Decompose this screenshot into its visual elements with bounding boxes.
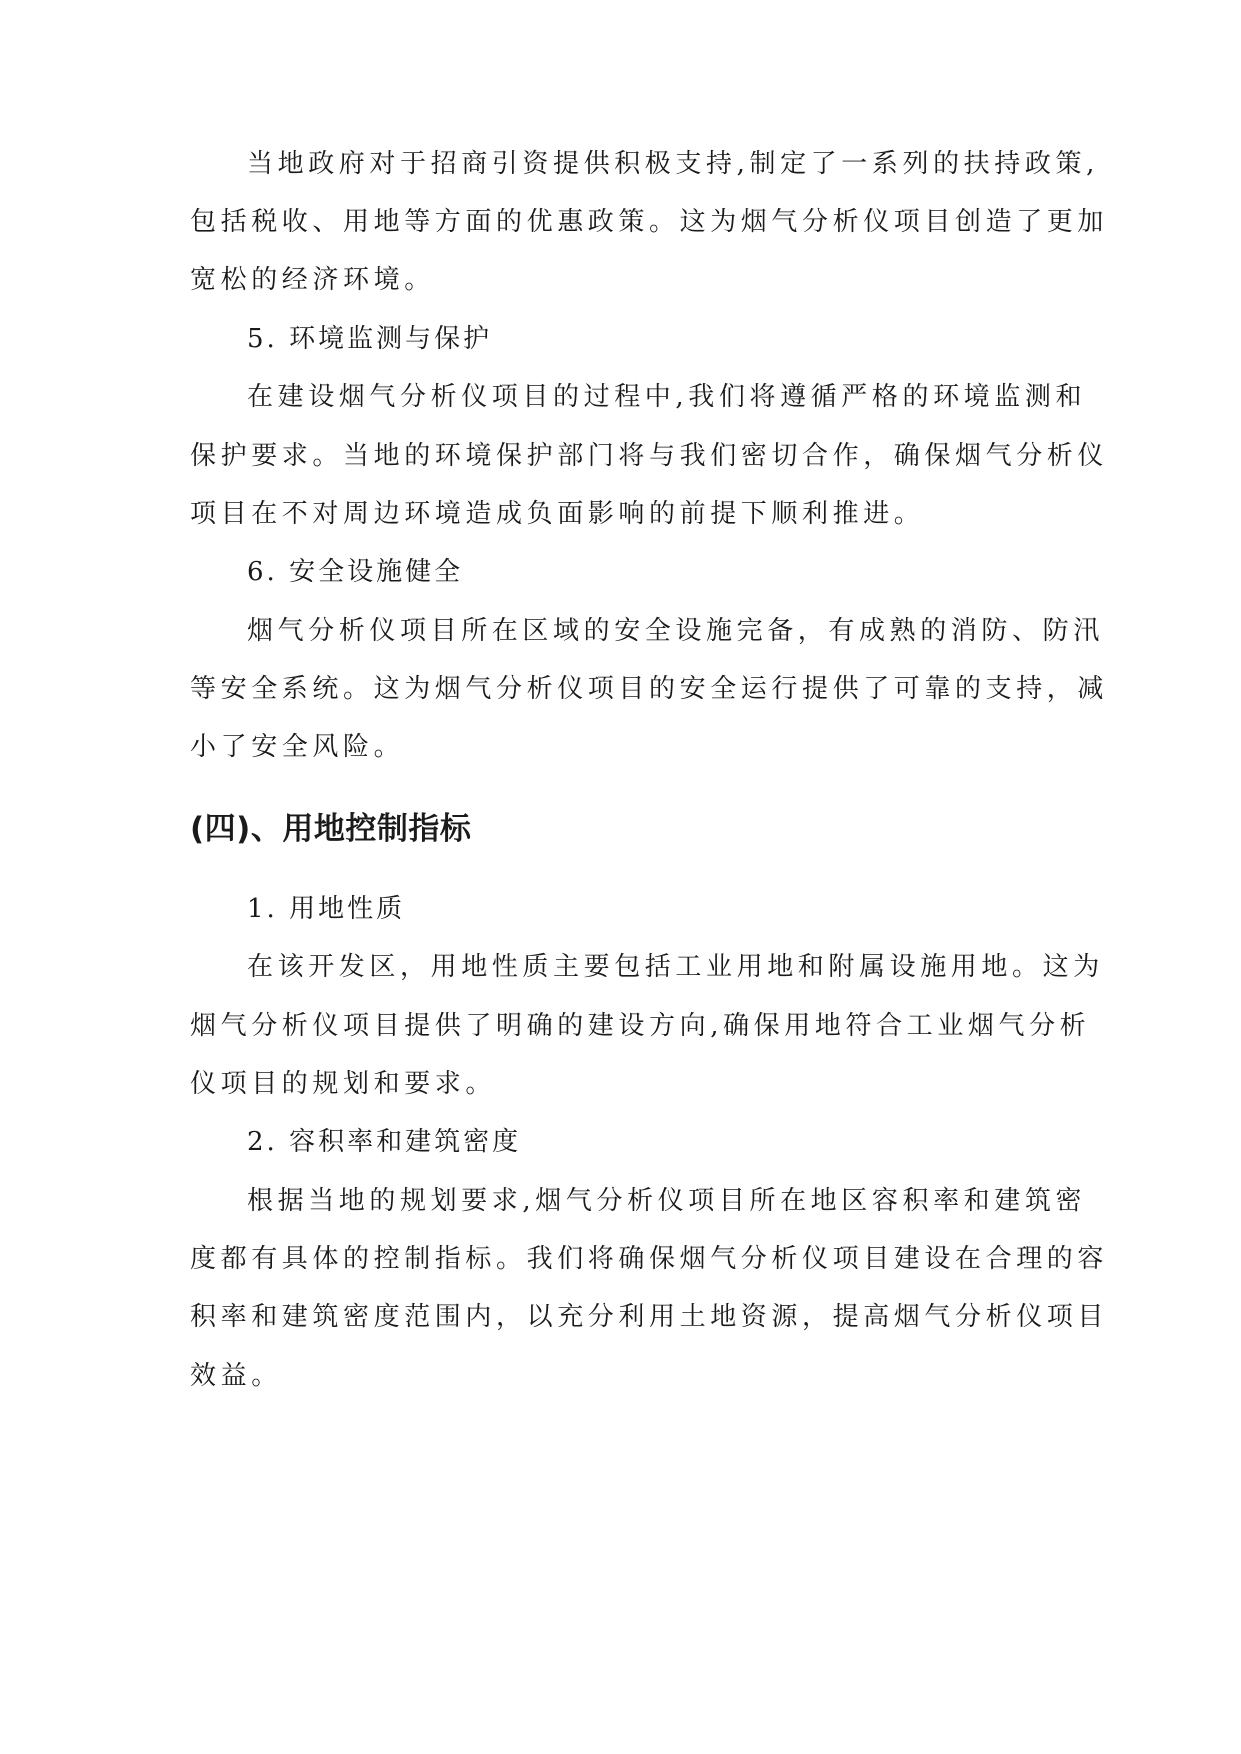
paragraph-line: 在该开发区，用地性质主要包括工业用地和附属设施用地。这为 <box>247 952 1104 982</box>
paragraph-line: 宽松的经济环境。 <box>190 265 435 295</box>
paragraph-line: 保护要求。当地的环境保护部门将与我们密切合作，确保烟气分析仪 <box>190 441 1109 471</box>
paragraph-line: 等安全系统。这为烟气分析仪项目的安全运行提供了可靠的支持，减 <box>190 674 1109 704</box>
paragraph-line: 度都有具体的控制指标。我们将确保烟气分析仪项目建设在合理的容 <box>190 1244 1109 1274</box>
paragraph-line: 项目在不对周边环境造成负面影响的前提下顺利推进。 <box>190 499 925 529</box>
list-item-heading: 5. 环境监测与保护 <box>247 324 493 354</box>
paragraph-line: 效益。 <box>190 1361 282 1391</box>
paragraph-line: 包括税收、用地等方面的优惠政策。这为烟气分析仪项目创造了更加 <box>190 207 1109 237</box>
list-item-heading: 1. 用地性质 <box>247 894 406 924</box>
paragraph-line: 在建设烟气分析仪项目的过程中,我们将遵循严格的环境监测和 <box>247 382 1087 412</box>
paragraph-line: 仪项目的规划和要求。 <box>190 1069 497 1099</box>
list-item-heading: 6. 安全设施健全 <box>247 557 464 587</box>
list-item-heading: 2. 容积率和建筑密度 <box>247 1127 522 1157</box>
paragraph-line: 根据当地的规划要求,烟气分析仪项目所在地区容积率和建筑密 <box>247 1186 1087 1216</box>
paragraph-line: 烟气分析仪项目提供了明确的建设方向,确保用地符合工业烟气分析 <box>190 1011 1091 1041</box>
paragraph-line: 当地政府对于招商引资提供积极支持,制定了一系列的扶持政策, <box>247 149 1099 179</box>
paragraph-line: 小了安全风险。 <box>190 732 405 762</box>
paragraph-line: 烟气分析仪项目所在区域的安全设施完备，有成熟的消防、防汛 <box>247 616 1104 646</box>
paragraph-line: 积率和建筑密度范围内，以充分利用土地资源，提高烟气分析仪项目 <box>190 1302 1109 1332</box>
section-heading: (四)、用地控制指标 <box>190 811 472 847</box>
